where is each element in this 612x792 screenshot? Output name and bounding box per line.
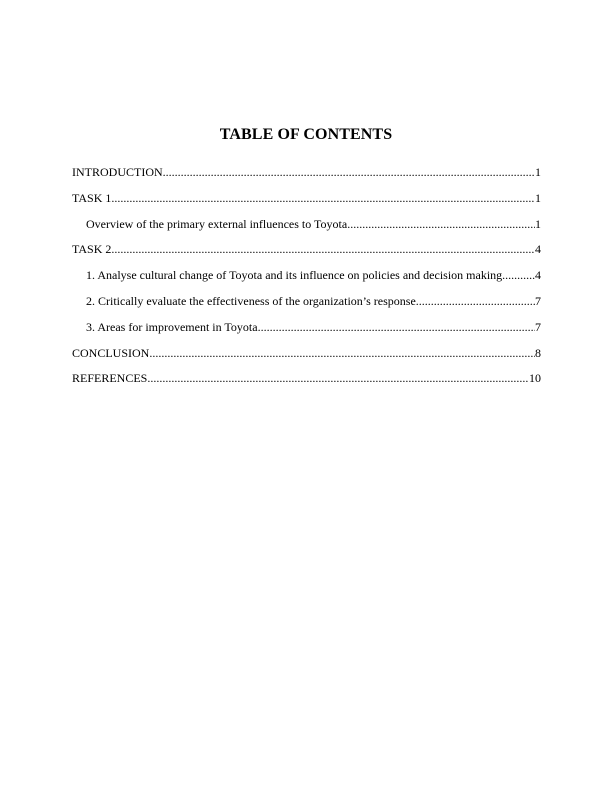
toc-dot-leader: [147, 370, 529, 386]
toc-entry-cultural-change[interactable]: [72, 267, 541, 293]
toc-title: TABLE OF CONTENTS: [219, 126, 393, 143]
toc-entry-label: CONCLUSION: [72, 345, 150, 360]
toc-entry-overview-external-influences[interactable]: [72, 216, 541, 242]
toc-page-number: 7: [535, 319, 541, 334]
toc-page-number: 1: [535, 190, 541, 205]
toc-page-number: 4: [535, 268, 541, 283]
toc-dot-leader: [258, 319, 535, 335]
toc-entry-label: Overview of the primary external influences to Toyota: [86, 216, 348, 231]
toc-dot-leader: [505, 267, 535, 283]
toc-dot-leader: [149, 345, 535, 361]
toc-entry-label: TASK 1: [72, 190, 112, 205]
toc-entry-label: INTRODUCTION: [72, 165, 163, 179]
toc-entry-label: 2. Critically evaluate the effectiveness of the organization’s response: [86, 293, 416, 308]
toc-entry-task-2[interactable]: [72, 241, 541, 267]
toc-entry-label: 1. Analyse cultural change of Toyota and its influence on policies and decision making.: [86, 268, 506, 283]
toc-dot-leader: [347, 216, 535, 232]
toc-page-number: 7: [535, 293, 541, 308]
toc-dot-leader: [111, 241, 535, 257]
toc-entry-organization-response[interactable]: [72, 293, 541, 319]
toc-page-number: 8: [535, 345, 541, 360]
toc-entry-conclusion[interactable]: [72, 345, 541, 371]
toc-entry-introduction[interactable]: [72, 164, 541, 190]
toc-page-number: 4: [535, 242, 541, 257]
toc-entry-references[interactable]: [72, 370, 541, 396]
toc-entry-label: 3. Areas for improvement in Toyota: [86, 319, 258, 334]
toc-dot-leader: [111, 190, 535, 206]
toc-dot-leader: [416, 293, 535, 309]
toc-page-number: 1: [535, 165, 541, 179]
toc-entry-label: REFERENCES: [72, 371, 148, 386]
toc-page-number: 10: [529, 371, 541, 386]
toc-list: [72, 164, 541, 396]
toc-entry-label: TASK 2: [72, 242, 112, 257]
toc-entry-task-1[interactable]: [72, 190, 541, 216]
toc-dot-leader: [163, 164, 535, 180]
toc-entry-areas-for-improvement[interactable]: [72, 319, 541, 345]
toc-page-number: 1: [535, 216, 541, 231]
